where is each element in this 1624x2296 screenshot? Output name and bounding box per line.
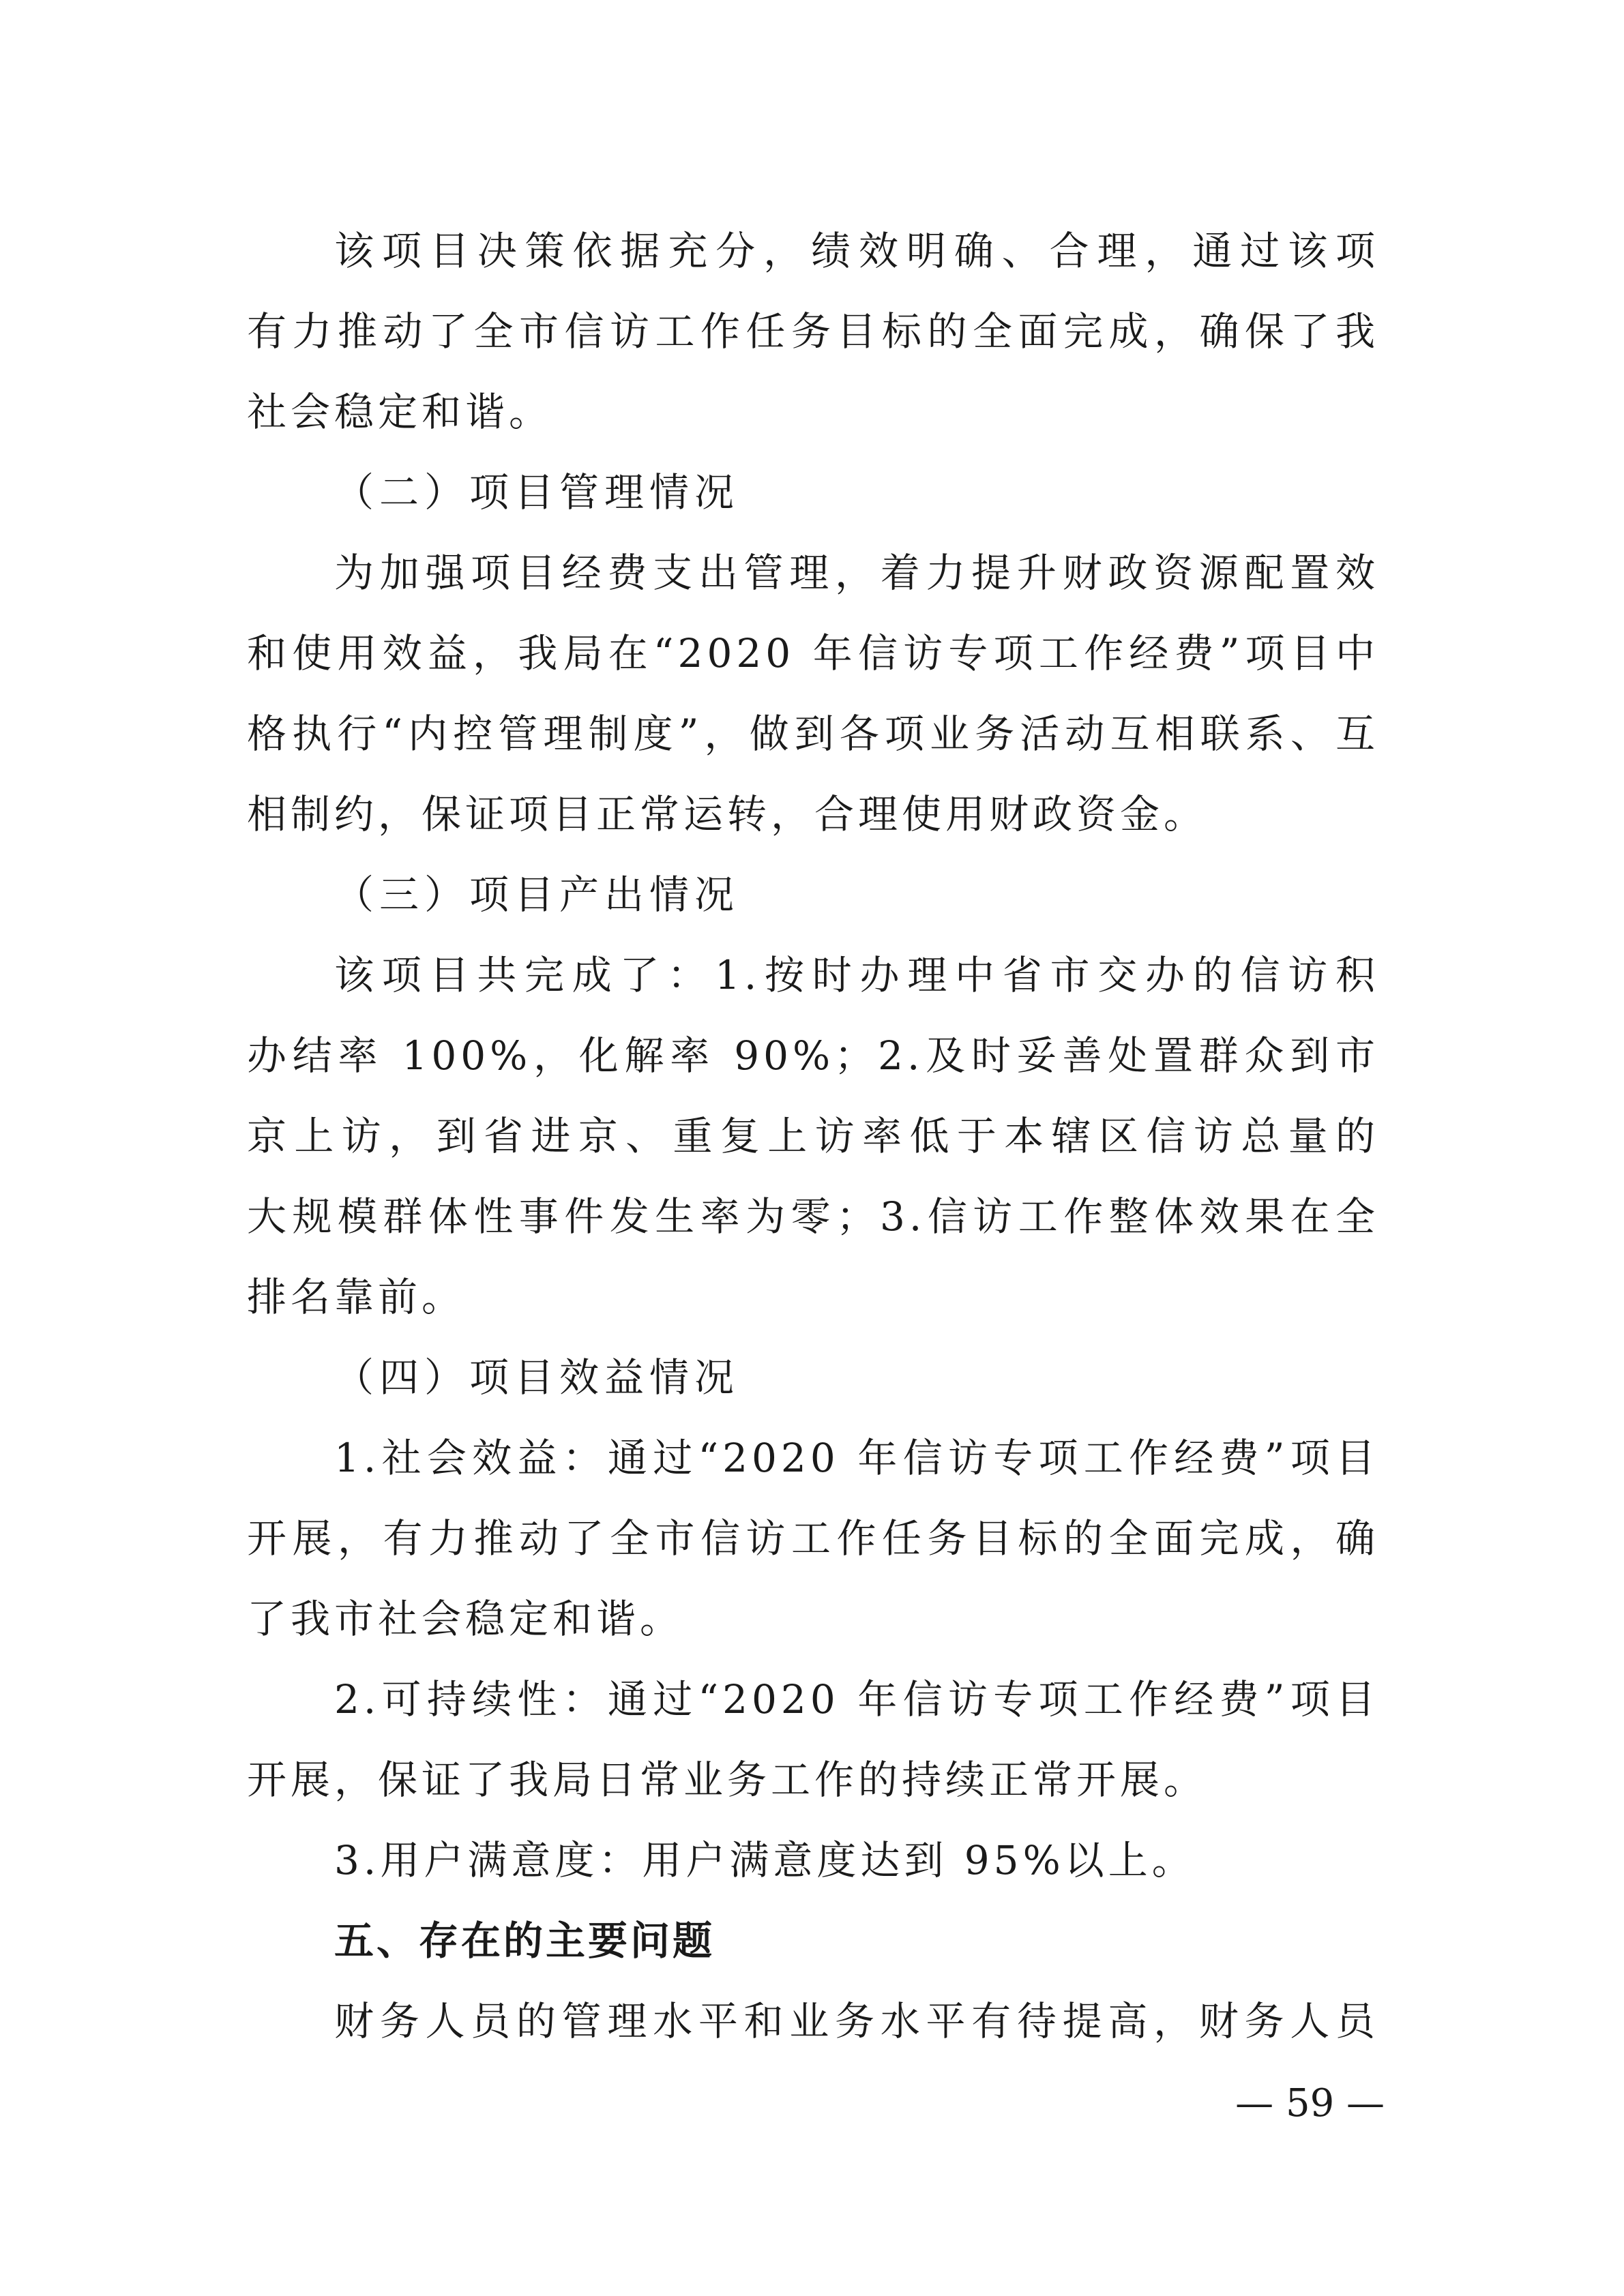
paragraph-line: 格执行“内控管理制度”，做到各项业务活动互相联系、互 bbox=[247, 711, 1379, 757]
section-heading: （三）项目产出情况 bbox=[334, 871, 740, 918]
paragraph-line: 开展，有力推动了全市信访工作任务目标的全面完成，确 bbox=[247, 1515, 1379, 1562]
paragraph-line: 1.社会效益：通过“2020 年信访专项工作经费”项目 bbox=[334, 1435, 1379, 1481]
paragraph-line: 大规模群体性事件发生率为零；3.信访工作整体效果在全 bbox=[247, 1193, 1379, 1240]
paragraph-line: 排名靠前。 bbox=[247, 1274, 466, 1320]
paragraph-line: 3.用户满意度：用户满意度达到 95%以上。 bbox=[334, 1837, 1196, 1883]
paragraph-line: 和使用效益，我局在“2020 年信访专项工作经费”项目中 bbox=[247, 630, 1379, 676]
paragraph-line: 开展，保证了我局日常业务工作的持续正常开展。 bbox=[247, 1757, 1208, 1803]
paragraph-line: 了我市社会稳定和谐。 bbox=[247, 1596, 684, 1642]
paragraph-line: 2.可持续性：通过“2020 年信访专项工作经费”项目 bbox=[334, 1676, 1379, 1723]
paragraph-line: 京上访，到省进京、重复上访率低于本辖区信访总量的 bbox=[247, 1113, 1379, 1159]
chapter-heading: 五、存在的主要问题 bbox=[334, 1918, 715, 1964]
page-number: — 59 — bbox=[1235, 2081, 1385, 2126]
paragraph-line: 财务人员的管理水平和业务水平有待提高，财务人员 bbox=[334, 1998, 1379, 2044]
paragraph-line: 相制约，保证项目正常运转，合理使用财政资金。 bbox=[247, 791, 1208, 837]
paragraph-line: 有力推动了全市信访工作任务目标的全面完成，确保了我 bbox=[247, 308, 1379, 355]
paragraph-line: 为加强项目经费支出管理，着力提升财政资源配置效 bbox=[334, 550, 1379, 596]
paragraph-line: 社会稳定和谐。 bbox=[247, 389, 553, 435]
paragraph-line: 办结率 100%，化解率 90%；2.及时妥善处置群众到市 bbox=[247, 1032, 1379, 1079]
section-heading: （四）项目效益情况 bbox=[334, 1354, 740, 1401]
paragraph-line: 该项目共完成了：1.按时办理中省市交办的信访积 bbox=[334, 952, 1379, 998]
section-heading: （二）项目管理情况 bbox=[334, 469, 740, 516]
paragraph-line: 该项目决策依据充分，绩效明确、合理，通过该项 bbox=[334, 228, 1379, 274]
